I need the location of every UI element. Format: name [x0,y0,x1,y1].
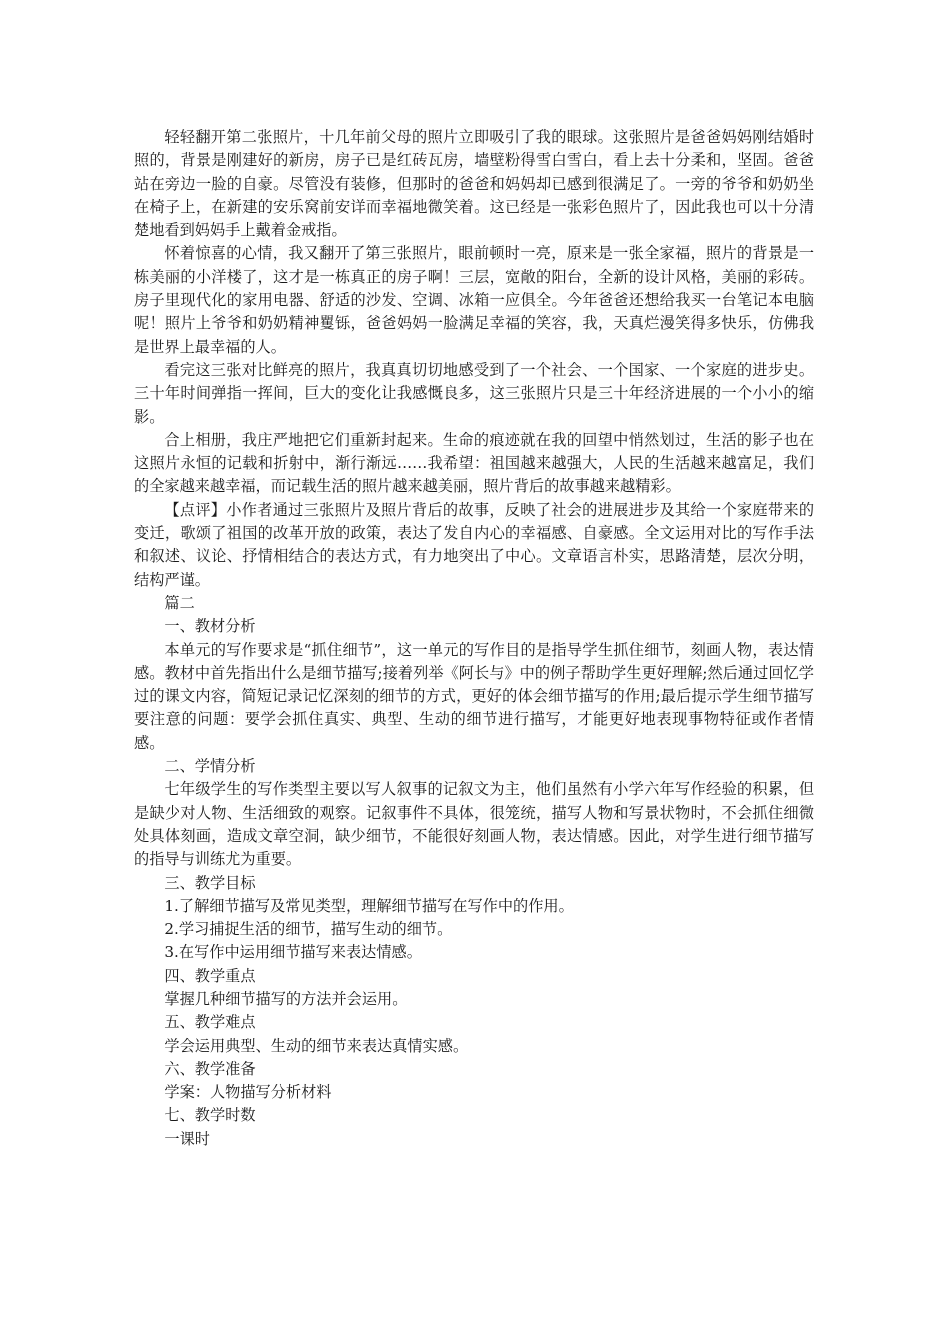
heading-class-hours: 七、教学时数 [164,1106,256,1125]
goal-item-1: 1.了解细节描写及常见类型，理解细节描写在写作中的作用。 [164,896,574,915]
key-points-text: 掌握几种细节描写的方法并会运用。 [164,989,408,1008]
paragraph-second-photo: 轻轻翻开第二张照片，十几年前父母的照片立即吸引了我的眼球。这张照片是爸爸妈妈刚结婚时照的，背景是刚建好的新房，房子已是红砖瓦房，墙壁粉得雪白雪白，看上去十分柔和，坚固。爸爸站在旁边一脸的自豪。尽管没有装修，但那时的爸爸和妈妈却已感到很满足了。一旁的爷爷和奶奶坐在椅子上，在新建的安乐窝前安详而幸福地微笑着。这已经是一张彩色照片了，因此我也可以十分清楚地看到妈妈手上戴着金戒指。 [134,128,814,240]
paragraph-closing: 合上相册，我庄严地把它们重新封起来。生命的痕迹就在我的回望中悄然划过，生活的影子也在这照片永恒的记载和折射中，渐行渐远……我希望：祖国越来越强大，人民的生活越来越富足，我们的全家越来越幸福，而记载生活的照片越来越美丽，照片背后的故事越来越精彩。 [134,430,814,496]
heading-difficulties: 五、教学难点 [164,1013,256,1032]
section-title-part-two: 篇二 [164,593,195,612]
heading-preparation: 六、教学准备 [164,1059,256,1078]
goal-item-2: 2.学习捕捉生活的细节，描写生动的细节。 [164,920,453,939]
paragraph-textbook-analysis: 本单元的写作要求是“抓住细节”，这一单元的写作目的是指导学生抓住细节，刻画人物，表达情感。教材中首先指出什么是细节描写;接着列举《阿长与》中的例子帮助学生更好理解;然后通过回忆学过的课文内容，简短记录记忆深刻的细节的方式，更好的体会细节描写的作用;最后提示学生细节描写要注意的问题：要学会抓住真实、典型、生动的细节进行描写，才能更好地表现事物特征或作者情感。 [134,640,814,752]
heading-textbook-analysis: 一、教材分析 [164,617,256,636]
heading-key-points: 四、教学重点 [164,966,256,985]
difficulties-text: 学会运用典型、生动的细节来表达真情实感。 [164,1036,469,1055]
paragraph-third-photo: 怀着惊喜的心情，我又翻开了第三张照片，眼前顿时一亮，原来是一张全家福，照片的背景是一栋美丽的小洋楼了，这才是一栋真正的房子啊！三层，宽敞的阳台，全新的设计风格，美丽的彩砖。房子里现代化的家用电器、舒适的沙发、空调、冰箱一应俱全。今年爸爸还想给我买一台笔记本电脑呢！照片上爷爷和奶奶精神矍铄，爸爸妈妈一脸满足幸福的笑容，我，天真烂漫笑得多快乐，仿佛我是世界上最幸福的人。 [134,244,814,356]
goal-item-3: 3.在写作中运用细节描写来表达情感。 [164,943,422,962]
paragraph-commentary: 【点评】小作者通过三张照片及照片背后的故事，反映了社会的进展进步及其给一个家庭带来的变迁，歌颂了祖国的改革开放的政策，表达了发自内心的幸福感、自豪感。全文运用对比的写作手法和叙述、议论、抒情相结合的表达方式，有力地突出了中心。文章语言朴实，思路清楚，层次分明，结构严谨。 [134,500,814,589]
preparation-text: 学案：人物描写分析材料 [164,1083,332,1102]
heading-teaching-goals: 三、教学目标 [164,873,256,892]
paragraph-student-analysis: 七年级学生的写作类型主要以写人叙事的记叙文为主，他们虽然有小学六年写作经验的积累，但是缺少对人物、生活细致的观察。记叙事件不具体，很笼统，描写人物和写景状物时，不会抓住细微处具体刻画，造成文章空洞，缺少细节，不能很好刻画人物，表达情感。因此，对学生进行细节描写的指导与训练尤为重要。 [134,780,814,869]
paragraph-reflection: 看完这三张对比鲜亮的照片，我真真切切地感受到了一个社会、一个国家、一个家庭的进步史。三十年时间弹指一挥间，巨大的变化让我感慨良多，这三张照片只是三十年经济进展的一个小小的缩影。 [134,360,814,426]
class-hours-text: 一课时 [164,1129,210,1148]
document-body [134,126,814,1151]
heading-student-analysis: 二、学情分析 [164,757,256,776]
